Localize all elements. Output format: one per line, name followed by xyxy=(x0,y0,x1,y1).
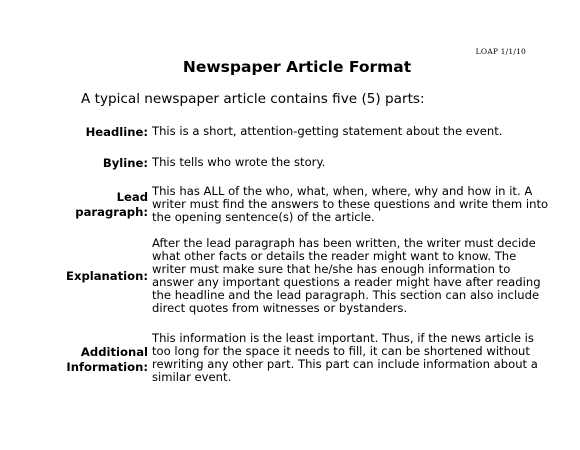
part-definition xyxy=(152,156,524,169)
part-term xyxy=(66,269,148,284)
term-line: Byline: xyxy=(102,156,148,170)
part-term xyxy=(103,156,148,171)
part-term xyxy=(75,190,148,219)
part-term xyxy=(66,345,148,374)
definition-line: rewriting any other part. This part can include information about a xyxy=(152,357,538,371)
definition-line: answer any important questions a reader might have after reading xyxy=(152,275,541,289)
part-definition xyxy=(152,331,538,384)
term-line: Additional xyxy=(80,345,148,359)
term-line: Information: xyxy=(66,359,148,374)
page-title: Newspaper Article Format xyxy=(182,58,412,76)
definition-line: the opening sentence(s) of the article. xyxy=(152,210,375,224)
definition-line: This has ALL of the who, what, when, where, why and how in it. A xyxy=(152,184,533,198)
part-term xyxy=(86,125,148,140)
term-line: Lead xyxy=(116,190,148,204)
definition-line: the headline and the lead paragraph. This section can also include xyxy=(152,288,540,302)
intro-sentence: A typical newspaper article contains five (5) parts: xyxy=(81,91,425,107)
definition-line: similar event. xyxy=(152,370,232,384)
part-definition xyxy=(152,184,549,224)
definition-line: After the lead paragraph has been written, the writer must decide xyxy=(152,236,536,250)
part-definition xyxy=(152,236,541,315)
document-code: LOAP 1/1/10 xyxy=(475,47,526,56)
definition-line: This is a short, attention-getting statement about the event. xyxy=(152,124,503,138)
definition-line: This tells who wrote the story. xyxy=(152,155,326,169)
term-line: Headline: xyxy=(85,125,148,139)
definition-line: This information is the least important. Thus, if the news article is xyxy=(152,331,534,345)
part-definition xyxy=(152,125,524,138)
definition-line: what other facts or details the reader might want to know. The xyxy=(152,249,517,263)
definition-line: direct quotes from witnesses or bystanders. xyxy=(152,301,408,315)
definition-line: writer must find the answers to these questions and write them into xyxy=(152,197,549,211)
definition-line: writer must make sure that he/she has enough information to xyxy=(152,262,511,276)
definition-line: too long for the space it needs to fill, it can be shortened without xyxy=(152,344,530,358)
term-line: Explanation: xyxy=(66,269,148,283)
term-line: paragraph: xyxy=(75,204,148,219)
